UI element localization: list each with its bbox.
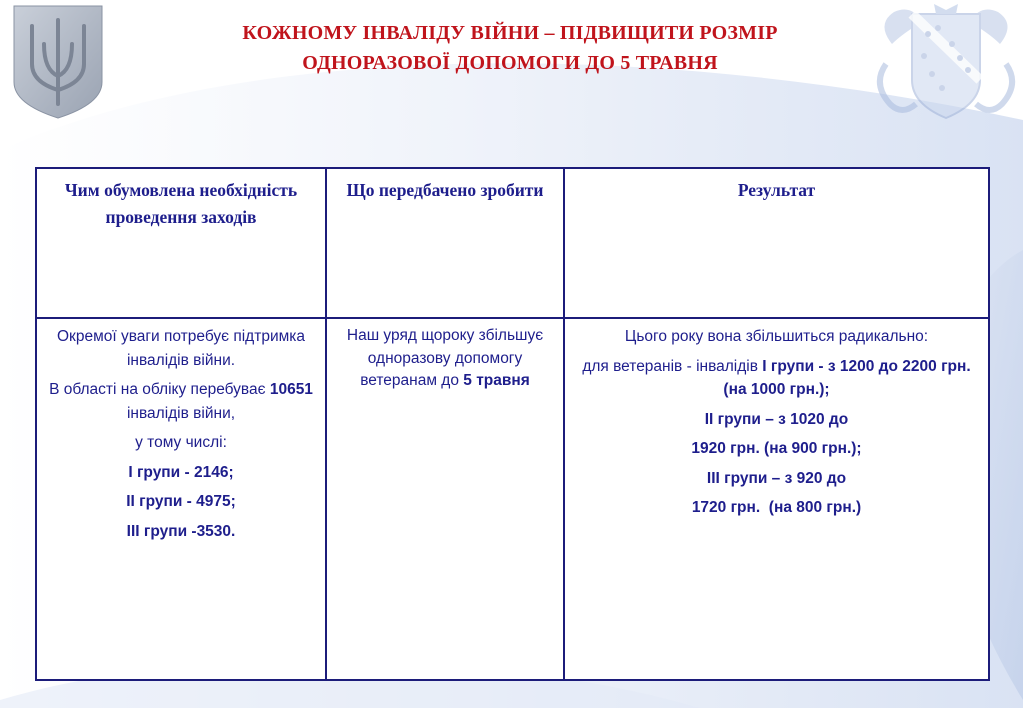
cell-result xyxy=(564,318,989,680)
group-3-count: III групи -3530. xyxy=(126,522,236,540)
title-line-1: КОЖНОМУ ІНВАЛІДУ ВІЙНИ – ПІДВИЩИТИ РОЗМІР xyxy=(242,22,778,44)
cell-reason xyxy=(36,318,326,680)
reason-text-3: у тому числі: xyxy=(135,434,227,451)
plan-text xyxy=(335,325,555,393)
table-row xyxy=(36,318,989,680)
title-line-2: ОДНОРАЗОВОЇ ДОПОМОГИ ДО 5 ТРАВНЯ xyxy=(302,52,718,74)
page-title xyxy=(130,18,890,78)
reason-text-2b: інвалідів війни, xyxy=(126,404,236,422)
table-header-row xyxy=(36,168,989,318)
info-table xyxy=(35,167,990,681)
result-group-3-b: 1720 грн. (на 800 грн.) xyxy=(691,499,862,516)
trident-coat-of-arms-icon xyxy=(12,4,104,120)
result-group-2-a: II групи – з 1020 до xyxy=(704,410,849,428)
cell-plan xyxy=(326,318,564,680)
header-cell-result: Результат xyxy=(564,168,989,318)
regional-coat-of-arms-icon xyxy=(872,4,1020,124)
veterans-count: 10651 xyxy=(269,381,313,398)
plan-date: 5 травня xyxy=(463,372,530,389)
group-2-count: II групи - 4975; xyxy=(126,493,236,510)
result-text-2a: для ветеранів - інвалідів xyxy=(582,357,763,375)
plan-text-main: Наш уряд щороку збільшує одноразову допомогу ветеранам до xyxy=(346,327,544,389)
result-group-3-a: III групи – з 920 до xyxy=(706,469,847,487)
header-cell-plan: Що передбачено зробити xyxy=(326,168,564,318)
result-group-1: I групи - з 1200 до 2200 грн. (на 1000 грн.); xyxy=(723,357,971,398)
reason-text-1: Окремої уваги потребує підтримка інвалідів війни. xyxy=(56,328,305,369)
reason-text-2a: В області на обліку перебуває xyxy=(49,381,270,398)
group-1-count: I групи - 2146; xyxy=(128,463,234,481)
result-text-2 xyxy=(573,355,980,402)
result-text-1: Цього року вона збільшиться радикально: xyxy=(624,328,929,345)
reason-text-2 xyxy=(45,378,317,425)
result-group-2-b: 1920 грн. (на 900 грн.); xyxy=(691,440,862,457)
header-cell-reason: Чим обумовлена необхідність проведення заходів xyxy=(36,168,326,318)
